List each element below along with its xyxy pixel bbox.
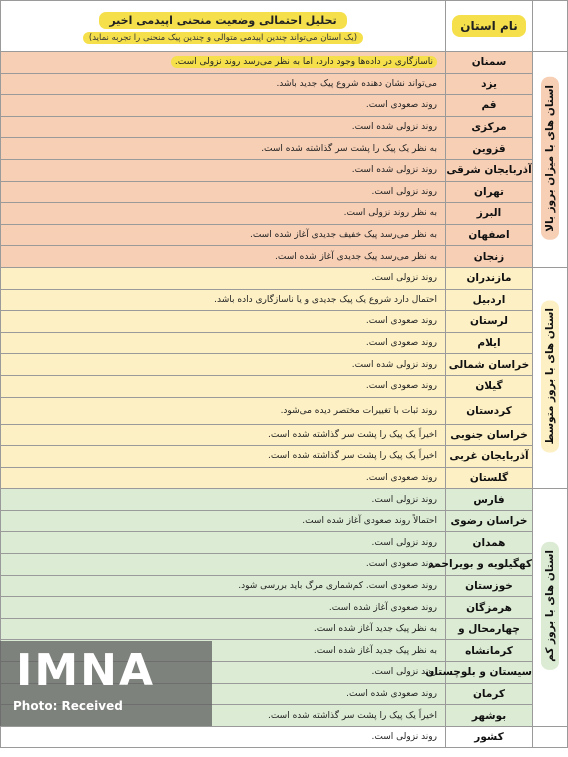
trend-text: روند نزولی شده است. [351,122,437,133]
province-header-cell [446,1,533,52]
trend-description [1,618,446,640]
trend-text: روند صعودی است. [365,381,437,392]
trend-description [1,554,446,576]
trend-text: به نظر پیک جدید آغاز شده است. [313,645,437,656]
trend-description [1,467,446,489]
table-title: تحلیل احتمالی وضعیت منحنی اپیدمی اخیر [99,12,346,29]
table-header-row [1,1,568,52]
table-row [1,73,568,95]
table-row [1,267,568,289]
trend-text: روند نزولی شده است. [351,359,437,370]
table-row [1,424,568,446]
trend-text: احتمالاً روند صعودی آغاز شده است. [302,516,437,527]
trend-text: روند صعودی است. [365,338,437,349]
group-label: استان های با میزان بروز بالا [541,77,559,240]
trend-text: به نظر پیک جدید آغاز شده است. [313,624,437,635]
trend-description [1,446,446,468]
table-row [1,618,568,640]
table-row [1,289,568,311]
table-row [1,532,568,554]
trend-text: روند صعودی است. [365,472,437,483]
table-row [1,575,568,597]
trend-description [1,726,446,748]
province-name: لرستان [446,311,533,333]
table-row [1,52,568,74]
trend-description [1,138,446,160]
trend-description [1,224,446,246]
table-row [1,246,568,268]
trend-text: روند نزولی است. [371,732,437,743]
table-row [1,224,568,246]
trend-description [1,532,446,554]
province-name: هرمزگان [446,597,533,619]
trend-description [1,181,446,203]
trend-description [1,52,446,74]
table-row [1,311,568,333]
trend-text: اخیراً یک پیک را پشت سر گذاشته شده است. [267,429,437,440]
province-name: سمنان [446,52,533,74]
trend-text: به نظر روند نزولی است. [343,208,437,219]
province-name: خراسان شمالی [446,354,533,376]
photo-credit: Photo: Received [13,699,123,713]
table-row [1,354,568,376]
table-row [1,138,568,160]
trend-description [1,116,446,138]
table-row [1,116,568,138]
province-name: کرمان [446,683,533,705]
table-row [1,95,568,117]
table-row [1,375,568,397]
trend-description [1,311,446,333]
group-label-cell [533,489,568,727]
trend-description [1,397,446,424]
province-name: خراسان رضوی [446,510,533,532]
group-label-cell [533,52,568,268]
province-name: فارس [446,489,533,511]
trend-text: به نظر یک پیک را پشت سر گذاشته شده است. [261,143,437,154]
trend-description [1,95,446,117]
trend-description [1,375,446,397]
table-row [1,597,568,619]
province-column-header: نام استان [452,15,526,37]
province-name: البرز [446,203,533,225]
province-name: گیلان [446,375,533,397]
province-name: بوشهر [446,705,533,727]
table-row [1,332,568,354]
trend-text: روند صعودی است. [365,559,437,570]
trend-text: احتمال دارد شروع یک پیک جدیدی و یا ناسازگاری داده باشد. [214,294,437,305]
trend-text: روند صعودی شده است. [346,688,437,699]
trend-text: روند نزولی شده است. [351,165,437,176]
province-name: خراسان جنوبی [446,424,533,446]
trend-description [1,159,446,181]
trend-text: روند ثبات با تغییرات مختصر دیده می‌شود. [280,405,437,416]
trend-description [1,289,446,311]
table-row [1,489,568,511]
province-name: کرمانشاه [446,640,533,662]
trend-description [1,203,446,225]
group-label: استان های با بروز کم [541,542,559,670]
province-name: زنجان [446,246,533,268]
imna-logo: IMNA [16,645,156,696]
province-name: اصفهان [446,224,533,246]
trend-text: روند نزولی است. [371,537,437,548]
province-name: همدان [446,532,533,554]
trend-text: روند صعودی است. کم‌شماری مرگ باید بررسی شود. [238,580,437,591]
empty-corner-cell [533,1,568,52]
trend-description [1,246,446,268]
province-name: گلستان [446,467,533,489]
province-name: یزد [446,73,533,95]
province-name: مرکزی [446,116,533,138]
province-name: سیستان و بلوچستان [446,662,533,684]
group-label-cell [533,267,568,488]
trend-description [1,267,446,289]
trend-description [1,575,446,597]
province-name: مازندران [446,267,533,289]
province-name: تهران [446,181,533,203]
trend-description [1,332,446,354]
trend-description [1,73,446,95]
imna-watermark [0,641,212,726]
table-row [1,446,568,468]
trend-text: به نظر می‌رسد پیک جدیدی آغاز شده است. [275,251,437,262]
trend-description [1,510,446,532]
table-row [1,554,568,576]
analysis-header-cell [1,1,446,52]
province-name: خوزستان [446,575,533,597]
country-row [1,726,568,748]
province-name: چهارمحال و [446,618,533,640]
trend-text: به نظر می‌رسد پیک خفیف جدیدی آغاز شده است. [249,230,437,241]
trend-text: می‌تواند نشان دهنده شروع پیک جدید باشد. [276,78,437,89]
trend-description [1,424,446,446]
table-row [1,203,568,225]
province-name: اردبیل [446,289,533,311]
empty-group-cell [533,726,568,748]
province-name: ایلام [446,332,533,354]
province-name: قزوین [446,138,533,160]
trend-text: روند صعودی است. [365,100,437,111]
table-subtitle: (یک استان می‌تواند چندین اپیدمی متوالی و چندین پیک منحنی را تجربه نماید) [83,32,363,44]
trend-text: اخیراً یک پیک را پشت سر گذاشته شده است. [267,710,437,721]
trend-text: اخیراً یک پیک را پشت سر گذاشته شده است. [267,451,437,462]
province-name: قم [446,95,533,117]
trend-text: روند صعودی است. [365,316,437,327]
province-name: آذربایجان شرقی [446,159,533,181]
trend-description [1,597,446,619]
province-name: کشور [446,726,533,748]
trend-text: روند نزولی است. [371,494,437,505]
table-row [1,159,568,181]
trend-text: روند صعودی آغاز شده است. [328,602,437,613]
trend-description [1,489,446,511]
province-name: کهگیلویه و بویراحمد [446,554,533,576]
table-row [1,467,568,489]
trend-text: روند نزولی است. [371,273,437,284]
trend-description [1,354,446,376]
province-name: کردستان [446,397,533,424]
trend-text: روند نزولی است. [371,667,437,678]
province-name: آذربایجان غربی [446,446,533,468]
trend-text: ناسازگاری در داده‌ها وجود دارد، اما به نظر می‌رسد روند نزولی است. [171,56,437,68]
table-row [1,510,568,532]
group-label: استان های با بروز متوسط [541,300,559,452]
table-row [1,397,568,424]
table-row [1,181,568,203]
trend-text: روند نزولی است. [371,186,437,197]
